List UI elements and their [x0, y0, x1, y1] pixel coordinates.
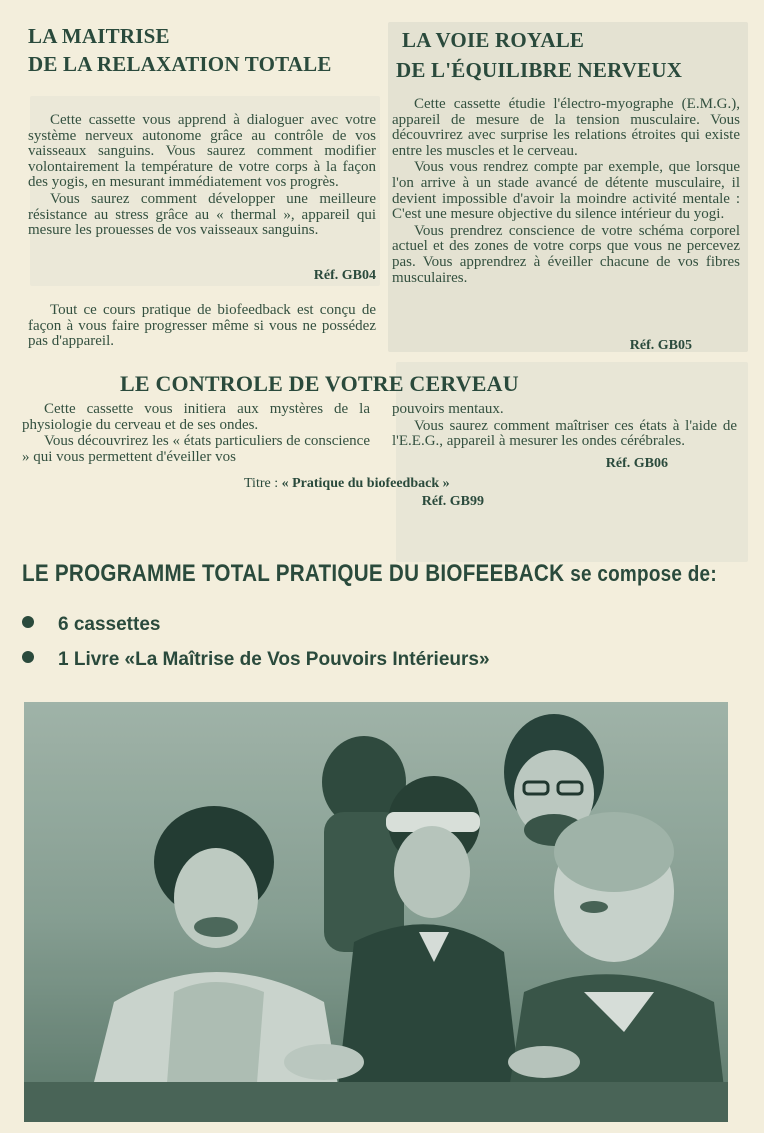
- section1-body: [28, 113, 376, 240]
- programme-item-1-label: 6 cassettes: [58, 614, 161, 635]
- section2-title-line2: DE L'ÉQUILIBRE NERVEUX: [396, 58, 683, 82]
- section3-column-2: [392, 402, 737, 451]
- section1-paragraph-1: Cette cassette vous apprend à dialoguer avec votre système nerveux autonome grâce au contrôle de vos vaisseaux sanguins. Vous saurez comment modifier volontairement la température de votre corps à la façon des yogis, en mesurant immédiatement vos progrès.: [28, 112, 376, 191]
- section3-title: LE CONTROLE DE VOTRE CERVEAU: [120, 371, 519, 396]
- programme-title-tail: se compose de:: [570, 561, 717, 586]
- section1-ref: Réf. GB04: [313, 268, 376, 283]
- section3-col2-paragraph-1: pouvoirs mentaux.: [392, 401, 504, 417]
- bullet-dot-icon: [22, 616, 34, 628]
- section1-paragraph-3: Tout ce cours pratique de biofeedback est conçu de façon à vous faire progresser même si vous ne possédez pas d'appareil.: [28, 302, 376, 350]
- section3-titre-label: Titre :: [244, 476, 282, 491]
- programme-item-1: [22, 614, 160, 636]
- programme-item-2-label: 1 Livre «La Maîtrise de Vos Pouvoirs Intérieurs»: [58, 649, 490, 670]
- section2-body: [392, 97, 740, 287]
- group-photo: [24, 702, 728, 1122]
- bullet-dot-icon: [22, 651, 34, 663]
- programme-title: [22, 560, 717, 588]
- programme-item-2: [22, 649, 490, 671]
- programme-title-caps: LE PROGRAMME TOTAL PRATIQUE DU BIOFEEBACK: [22, 560, 565, 587]
- group-photo-illustration: [24, 702, 728, 1122]
- section1-body-2: [28, 303, 376, 351]
- section3-ref-2: Réf. GB99: [421, 494, 484, 509]
- section3-column-1: [22, 402, 370, 466]
- section2-ref: Réf. GB05: [629, 338, 692, 353]
- section1-title-line1: LA MAITRISE: [28, 24, 170, 48]
- section1-paragraph-2: Vous saurez comment développer une meilleure résistance au stress grâce au « thermal », appareil qui mesure les prouesses de vos vaisseaux sanguins.: [28, 190, 376, 239]
- section3-ref: Réf. GB06: [605, 456, 668, 471]
- section1-title-line2: DE LA RELAXATION TOTALE: [28, 52, 332, 76]
- section3-titre-value: « Pratique du biofeedback »: [281, 476, 450, 491]
- section3-titre: [244, 476, 450, 492]
- section2-paragraph-3: Vous prendrez conscience de votre schéma corporel actuel et des zones de votre corps que vous ne percevez pas. Vous apprendrez à éveiller chacune de vos fibres musculaires.: [392, 222, 740, 286]
- section3-col1-paragraph-1: Cette cassette vous initiera aux mystères de la physiologie du cerveau et de ses ondes.: [22, 401, 370, 433]
- section2-title-line1: LA VOIE ROYALE: [402, 28, 585, 52]
- section3-col1-paragraph-2: Vous découvrirez les « états particuliers de conscience » qui vous permettent d'éveiller vos: [22, 433, 370, 465]
- section2-paragraph-2: Vous vous rendrez compte par exemple, que lorsque l'on arrive à un stade avancé de détente musculaire, il devient impossible d'avoir la moindre activité mentale : C'est une mesure objective du silence intérieur du yogi.: [392, 159, 740, 223]
- section3-col2-paragraph-2: Vous saurez comment maîtriser ces états à l'aide de l'E.E.G., appareil à mesurer les ondes cérébrales.: [392, 417, 737, 450]
- section2-paragraph-1: Cette cassette étudie l'électro-myographe (E.M.G.), appareil de mesure de la tension musculaire. Vous découvrirez avec surprise les relations étroites qui existe entre les muscles et le cerveau.: [392, 96, 740, 159]
